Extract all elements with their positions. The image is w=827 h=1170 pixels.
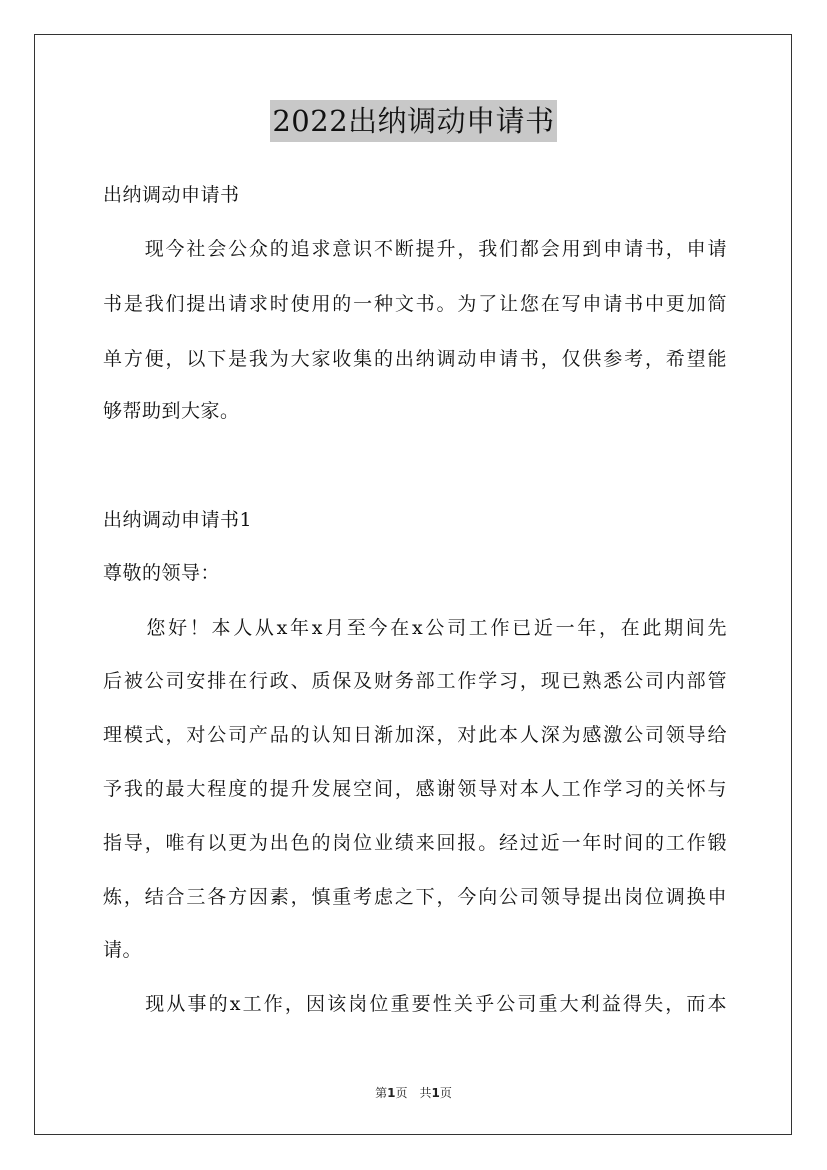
body-line: 理模式，对公司产品的认知日渐加深，对此本人深为感激公司领导给 [103, 724, 727, 746]
body-line: 您好！本人从x年x月至今在x公司工作已近一年，在此期间先 [103, 617, 727, 639]
intro-line: 书是我们提出请求时使用的一种文书。为了让您在写申请书中更加简 [103, 293, 727, 315]
total-suffix: 页 [439, 1086, 452, 1100]
total-prefix: 共 [419, 1086, 432, 1100]
section-heading: 出纳调动申请书1 [103, 509, 253, 531]
document-subtitle: 出纳调动申请书 [103, 184, 240, 206]
body-line: 现从事的x工作，因该岗位重要性关乎公司重大利益得失，而本 [103, 993, 727, 1015]
body-line: 后被公司安排在行政、质保及财务部工作学习，现已熟悉公司内部管 [103, 670, 727, 692]
intro-line: 单方便，以下是我为大家收集的出纳调动申请书，仅供参考，希望能 [103, 348, 727, 370]
body-line: 炼，结合三各方因素，慎重考虑之下，今向公司领导提出岗位调换申 [103, 886, 727, 908]
salutation: 尊敬的领导： [103, 562, 221, 584]
body-line: 请。 [103, 939, 143, 961]
title-container [0, 100, 827, 142]
intro-line: 现今社会公众的追求意识不断提升，我们都会用到申请书，申请 [103, 238, 727, 260]
body-line: 予我的最大程度的提升发展空间，感谢领导对本人工作学习的关怀与 [103, 778, 727, 800]
body-line: 指导，唯有以更为出色的岗位业绩来回报。经过近一年时间的工作锻 [103, 832, 727, 854]
page-number: 1 [387, 1086, 396, 1100]
page-footer [0, 1084, 827, 1101]
document-title: 2022出纳调动申请书 [270, 100, 556, 142]
page-prefix: 第 [375, 1086, 388, 1100]
total-number: 1 [431, 1086, 440, 1100]
page-suffix: 页 [395, 1086, 408, 1100]
intro-line: 够帮助到大家。 [103, 400, 240, 422]
